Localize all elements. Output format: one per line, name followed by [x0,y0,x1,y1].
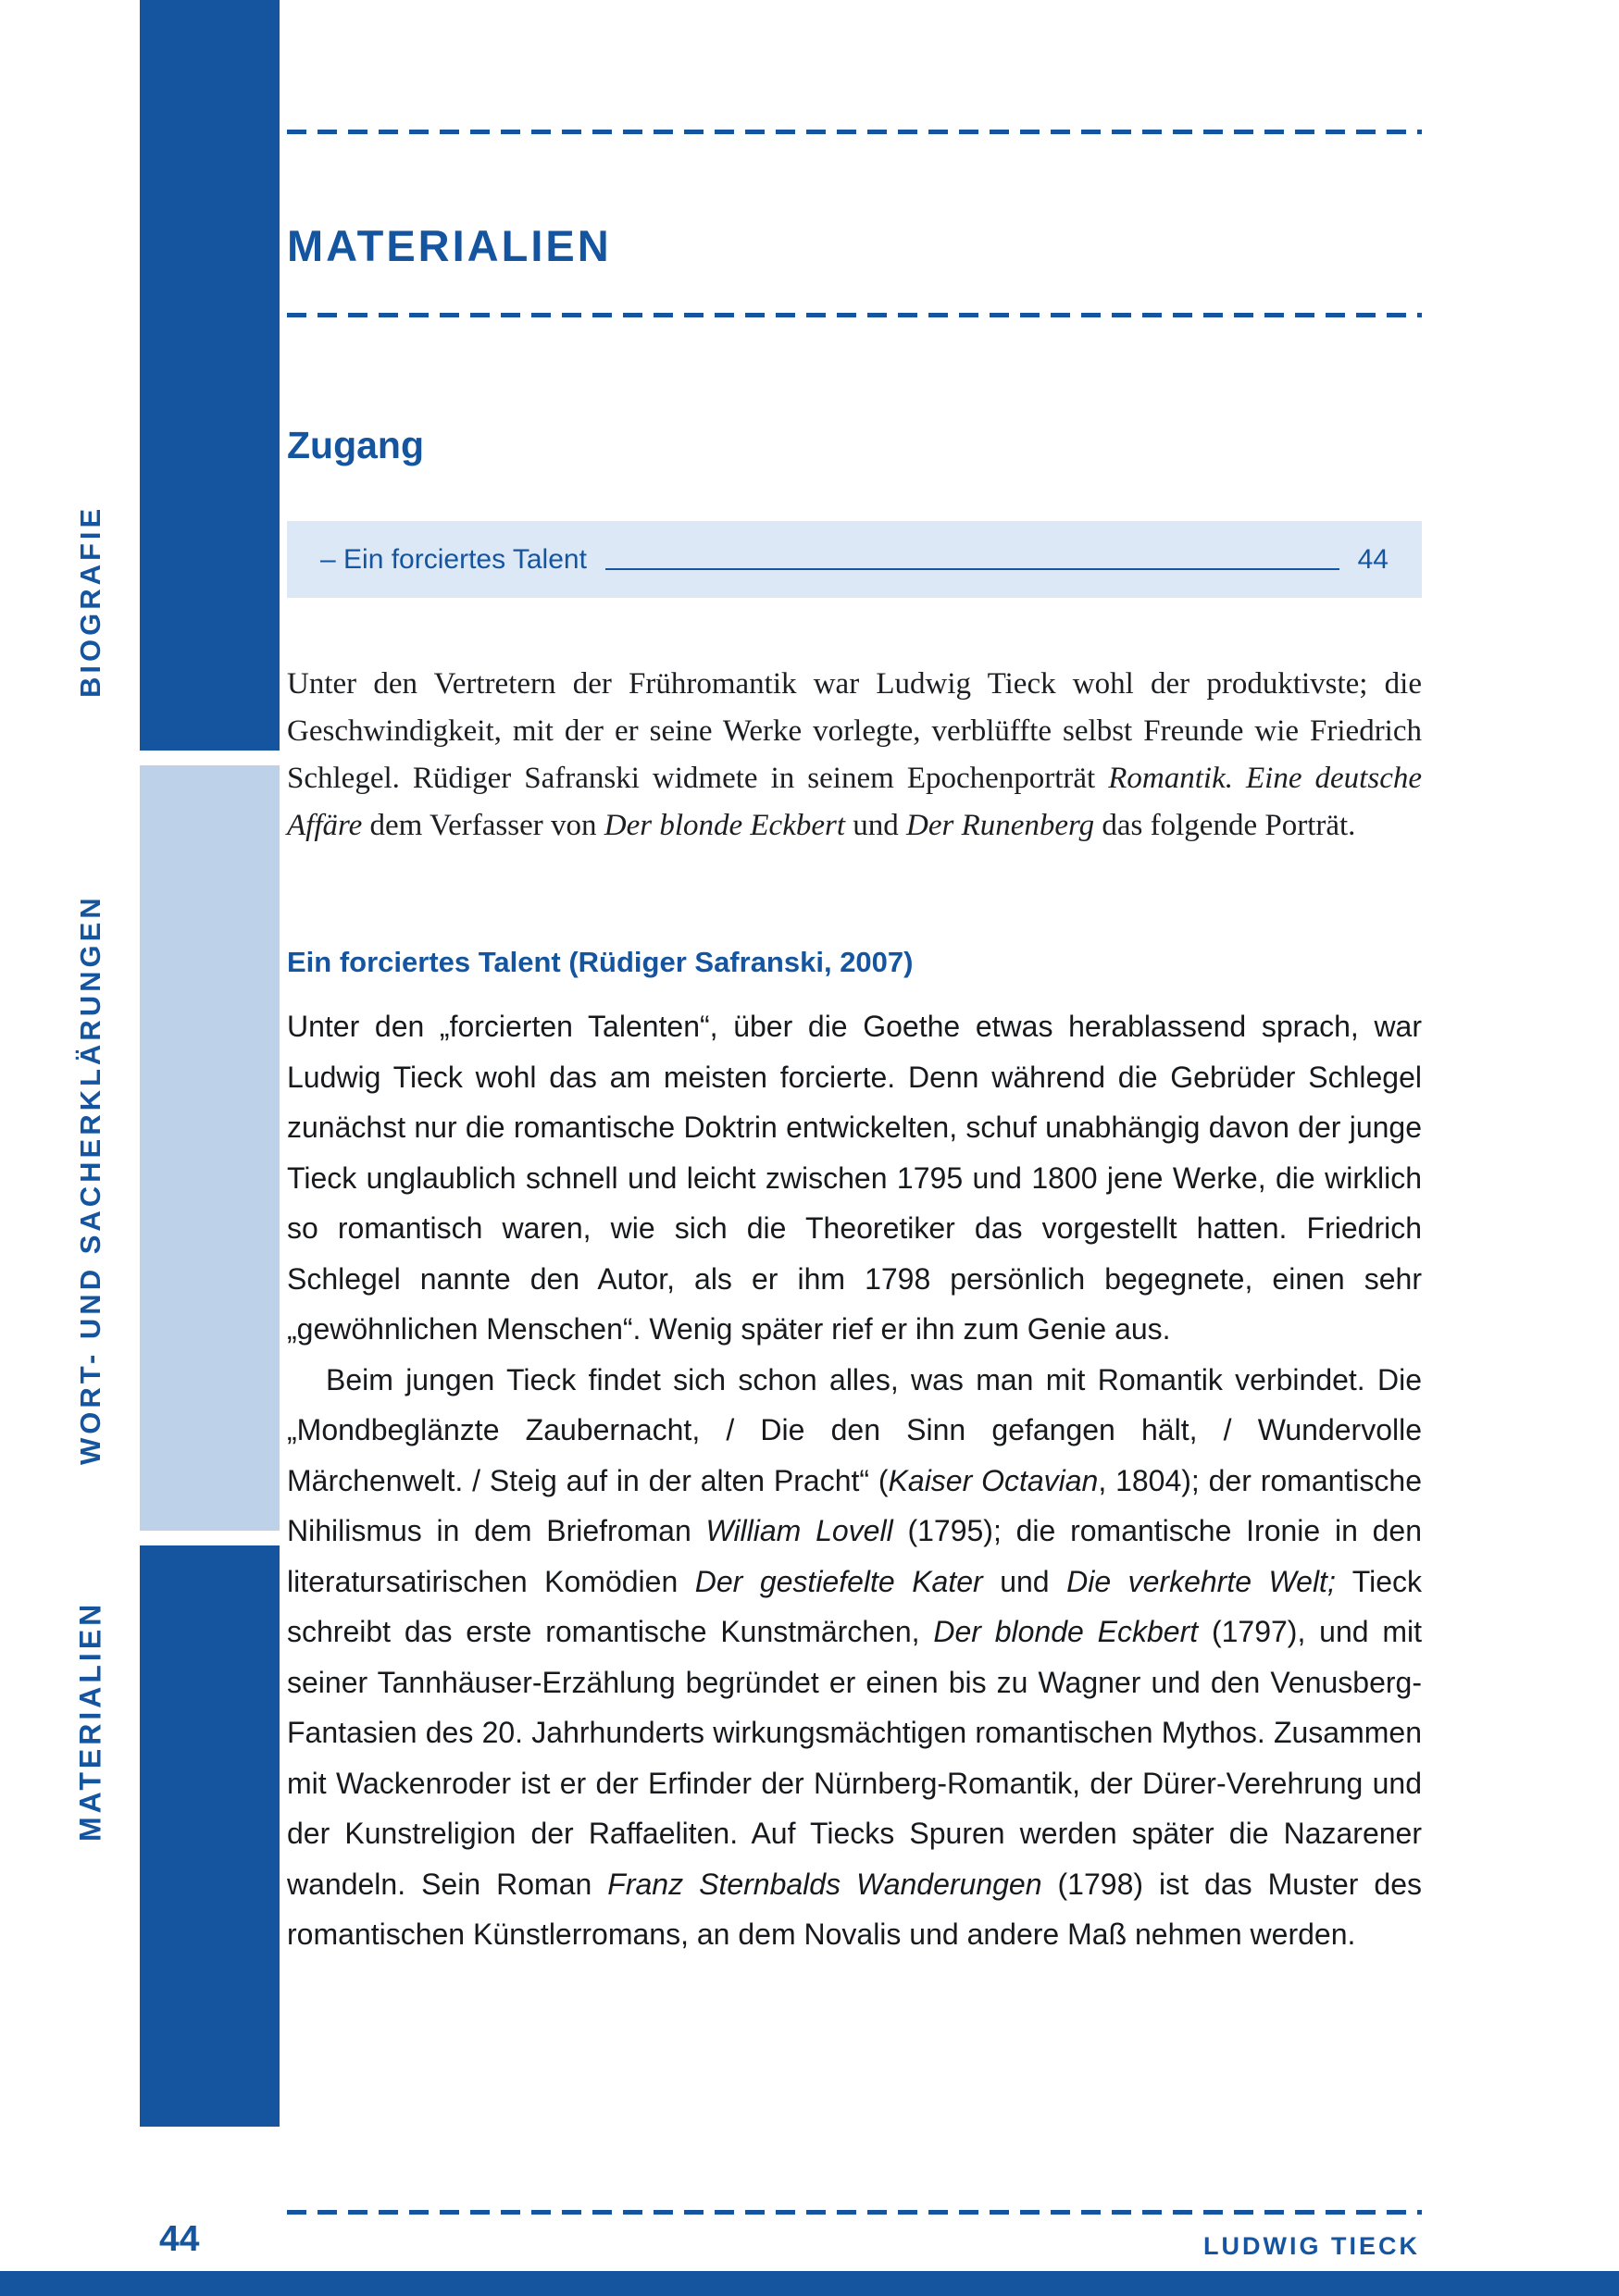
toc-entry-label: – Ein forciertes Talent [320,543,587,575]
sidebar-strip-materialien [140,1545,280,2127]
chapter-title: MATERIALIEN [287,221,612,270]
running-title: LUDWIG TIECK [1203,2232,1420,2260]
dashed-divider-under-title [287,313,1422,317]
quote-paragraph-2: Beim jungen Tieck findet sich schon alles, was man mit Romantik verbindet. Die „Mondbeglänzte Zaubernacht, / Die den Sinn gefangen hält, / Wundervolle Märchenwelt. / Steig auf in der alten Pracht“ (Kaiser Octavian, 1804); der romantische Nihilismus in dem Briefroman William Lovell (1795); die romantische Ironie in den literatursatirischen Komödien Der gestiefelte Kater und Die verkehrte Welt; Tieck schreibt das erste romantische Kunstmärchen, Der blonde Eckbert (1797), und mit seiner Tannhäuser-Erzählung begründet er einen bis zu Wagner und den Venusberg-Fantasien des 20. Jahrhunderts wirkungsmächtigen romantischen Mythos. Zusammen mit Wackenroder ist er der Erfinder der Nürnberg-Romantik, der Dürer-Verehrung und der Kunstreligion der Raffaeliten. Auf Tiecks Spuren werden später die Nazarener wandeln. Sein Roman Franz Sternbalds Wanderungen (1798) ist das Muster des romantischen Künstlerromans, an dem Novalis und andere Maß nehmen werden. [287,1362,1423,1951]
quote-heading: Ein forciertes Talent (Rüdiger Safranski, 2007) [287,946,914,978]
toc-entry [287,521,1422,598]
quote-block [287,1001,1422,1960]
sidebar-tab-materialien: MATERIALIEN [73,1600,107,1843]
dashed-divider-bottom [287,2210,1422,2215]
sidebar-tab-biografie: BIOGRAFIE [74,504,106,699]
quote-paragraph-1: Unter den „forcierten Talenten“, über die Goethe etwas herablassend sprach, war Ludwig Tieck wohl das am meisten forcierte. Denn während die Gebrüder Schlegel zunächst nur die romantische Doktrin entwickelten, schuf unabhängig davon der junge Tieck unglaublich schnell und leicht zwischen 1795 und 1800 jene Werke, die wirklich so romantisch waren, wie sich die Theoretiker das vorgestellt hatten. Friedrich Schlegel nannte den Autor, als er ihm 1798 persönlich begegnete, einen sehr „gewöhnlichen Menschen“. Wenig später rief er ihn zum Genie aus. [287,1010,1422,1346]
sidebar-tab-wort-und-sacherklaerungen: WORT- UND SACHERKLÄRUNGEN [74,894,106,1466]
sidebar-strip-wort-und-sacherklaerungen [140,765,280,1531]
dashed-divider-top [287,130,1422,134]
intro-paragraph: Unter den Vertretern der Frühromantik war Ludwig Tieck wohl der produktivste; die Geschwindigkeit, mit der er seine Werke vorlegte, verblüffte selbst Freunde wie Friedrich Schlegel. Rüdiger Safranski widmete in seinem Epochenporträt Romantik. Eine deutsche Affäre dem Verfasser von Der blonde Eckbert und Der Runenberg das folgende Porträt. [287,667,1422,842]
section-title: Zugang [287,424,425,466]
page-number: 44 [159,2219,200,2259]
sidebar-strip-biografie [140,0,280,751]
bottom-edge-bar [0,2271,1619,2296]
toc-leader-line [605,568,1339,570]
toc-entry-page-number: 44 [1357,543,1389,575]
